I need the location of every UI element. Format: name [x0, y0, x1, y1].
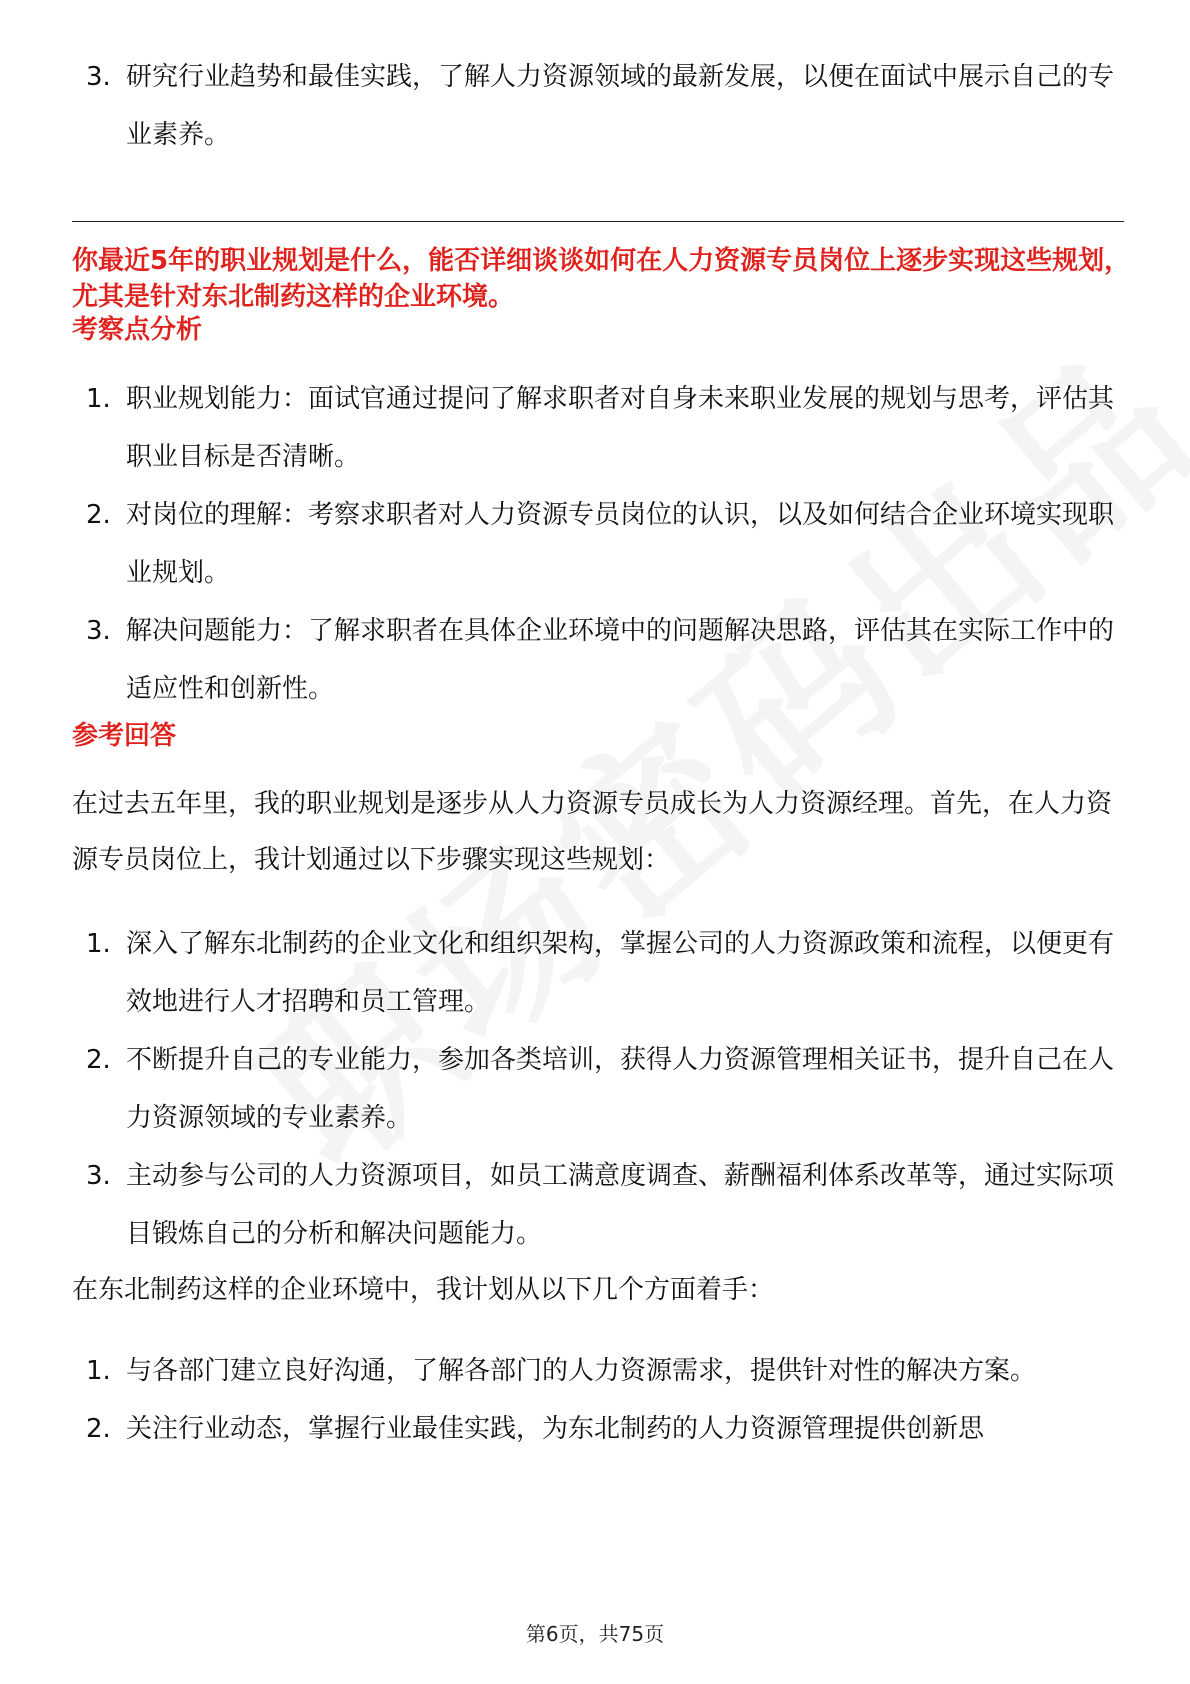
list-number: 2.	[86, 1045, 111, 1075]
list-item	[86, 1147, 1126, 1263]
list-item	[86, 1342, 1126, 1400]
question-heading: 你最近5年的职业规划是什么，能否详细谈谈如何在人力资源专员岗位上逐步实现这些规划，尤其是针对东北制药这样的企业环境。	[72, 246, 1131, 312]
list-number: 1.	[86, 1356, 111, 1386]
list-item	[86, 486, 1126, 602]
list-number: 2.	[86, 1414, 111, 1444]
list-text: 关注行业动态，掌握行业最佳实践，为东北制药的人力资源管理提供创新思	[126, 1414, 985, 1444]
env-steps	[86, 1342, 1126, 1458]
list-item	[86, 1031, 1126, 1147]
list-number: 3.	[86, 616, 111, 646]
list-number: 3.	[86, 62, 111, 92]
list-item	[86, 48, 1126, 164]
divider	[72, 221, 1124, 222]
answer-title: 参考回答	[72, 721, 177, 751]
list-number: 2.	[86, 500, 111, 530]
list-number: 1.	[86, 384, 111, 414]
list-number: 1.	[86, 929, 111, 959]
list-text: 与各部门建立良好沟通，了解各部门的人力资源需求，提供针对性的解决方案。	[126, 1356, 1037, 1386]
analysis-title: 考察点分析	[72, 315, 203, 345]
list-item	[86, 915, 1126, 1031]
env-intro: 在东北制药这样的企业环境中，我计划从以下几个方面着手：	[72, 1275, 775, 1305]
answer-steps	[86, 915, 1126, 1263]
answer-intro: 在过去五年里，我的职业规划是逐步从人力资源专员成长为人力资源经理。首先，在人力资源专员岗位上，我计划通过以下步骤实现这些规划：	[72, 789, 1113, 875]
list-item	[86, 370, 1126, 486]
analysis-list	[86, 370, 1126, 718]
list-number: 3.	[86, 1161, 111, 1191]
list-text: 主动参与公司的人力资源项目，如员工满意度调查、薪酬福利体系改革等，通过实际项目锻炼自己的分析和解决问题能力。	[126, 1161, 1115, 1249]
list-text: 职业规划能力：面试官通过提问了解求职者对自身未来职业发展的规划与思考，评估其职业目标是否清晰。	[126, 384, 1115, 472]
prev-list	[86, 48, 1126, 164]
list-item	[86, 602, 1126, 718]
list-item	[86, 1400, 1126, 1458]
list-text: 深入了解东北制药的企业文化和组织架构，掌握公司的人力资源政策和流程，以便更有效地进行人才招聘和员工管理。	[126, 929, 1115, 1017]
list-text: 不断提升自己的专业能力，参加各类培训，获得人力资源管理相关证书，提升自己在人力资源领域的专业素养。	[126, 1045, 1115, 1133]
page-footer: 第6页，共75页	[525, 1622, 665, 1646]
list-text: 研究行业趋势和最佳实践，了解人力资源领域的最新发展，以便在面试中展示自己的专业素养。	[126, 62, 1115, 150]
list-text: 对岗位的理解：考察求职者对人力资源专员岗位的认识，以及如何结合企业环境实现职业规划。	[126, 500, 1115, 588]
list-text: 解决问题能力：了解求职者在具体企业环境中的问题解决思路，评估其在实际工作中的适应性和创新性。	[126, 616, 1115, 704]
